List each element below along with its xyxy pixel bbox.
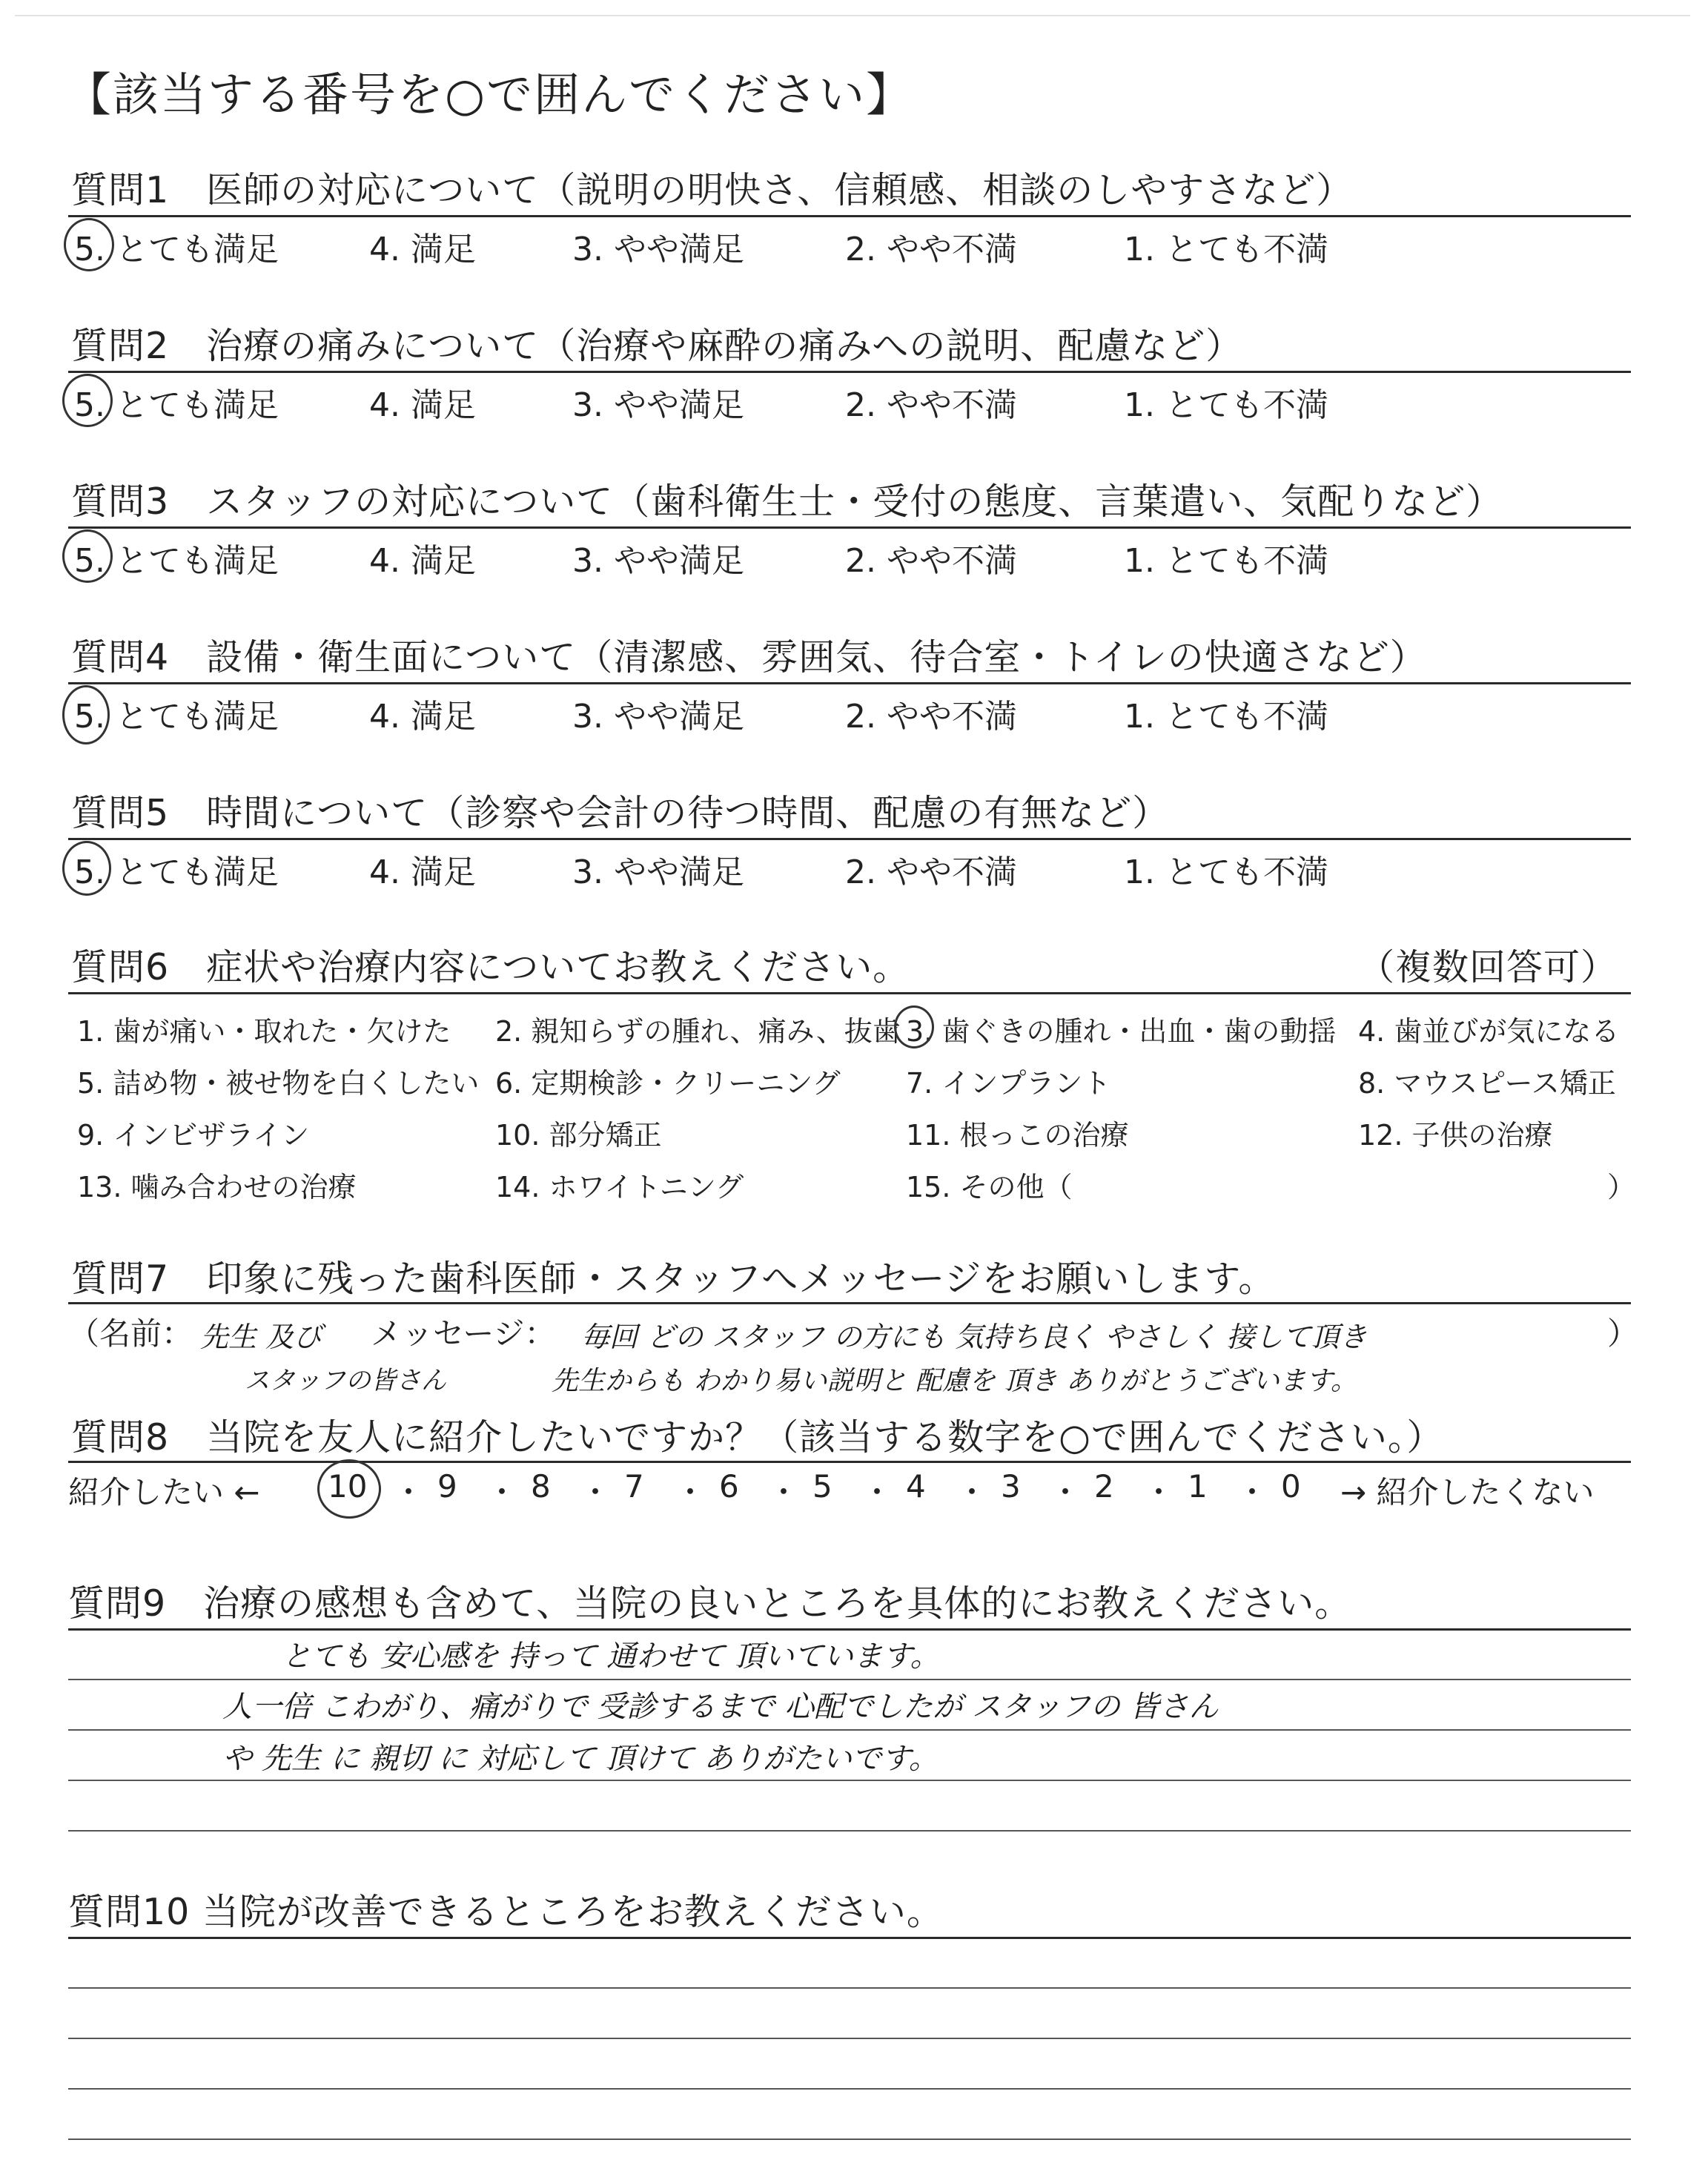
q3-title: 質問3 スタッフの対応について（歯科衛生士・受付の態度、言葉遣い、気配りなど） [71, 480, 1503, 523]
q8-number-7[interactable]: 7 [624, 1468, 644, 1505]
q10-rule [68, 1937, 1631, 1939]
q7-name-handwriting-2: スタッフの皆さん [245, 1366, 446, 1396]
q1-option-3[interactable]: 3. やや満足 [572, 231, 744, 268]
q1-option-1[interactable]: 1. とても不満 [1124, 231, 1328, 268]
q8-dot: ・ [861, 1474, 893, 1510]
q6-multiple-answer-note: （複数回答可） [1358, 946, 1618, 988]
q4-title: 質問4 設備・衛生面について（清潔感、雰囲気、待合室・トイレの快適さなど） [71, 636, 1427, 678]
q8-number-6[interactable]: 6 [719, 1468, 739, 1505]
q5-answer-circle [62, 841, 111, 896]
q5-title: 質問5 時間について（診察や会計の待つ時間、配慮の有無など） [71, 792, 1170, 834]
q4-option-3[interactable]: 3. やや満足 [572, 698, 744, 736]
q8-dot: ・ [768, 1474, 800, 1510]
q8-dot: ・ [580, 1474, 612, 1510]
q10-answer-line-4 [68, 2138, 1631, 2140]
q5-option-5[interactable]: 5. とても満足 [74, 853, 279, 891]
q4-option-1[interactable]: 1. とても不満 [1124, 698, 1328, 736]
q6-option-15[interactable]: 15. その他（ [906, 1171, 1073, 1203]
q6-option-13[interactable]: 13. 噛み合わせの治療 [77, 1171, 357, 1203]
q4-option-5[interactable]: 5. とても満足 [74, 698, 279, 736]
q3-option-4[interactable]: 4. 満足 [369, 542, 476, 580]
q8-dot: ・ [675, 1474, 706, 1510]
q7-name-handwriting-1: 先生 及び [200, 1321, 322, 1353]
q9-rule [68, 1628, 1631, 1631]
q8-dot: ・ [1050, 1474, 1082, 1510]
q6-answer-circle [894, 1005, 934, 1048]
q3-option-5[interactable]: 5. とても満足 [74, 542, 279, 580]
form-title: 【該当する番号を○で囲んでください】 [65, 67, 914, 122]
q8-dot: ・ [393, 1474, 425, 1510]
q2-title: 質問2 治療の痛みについて（治療や麻酔の痛みへの説明、配慮など） [71, 325, 1243, 367]
q8-right-label: → 紹介したくない [1340, 1474, 1595, 1510]
q6-rule [68, 992, 1631, 994]
q6-title: 質問6 症状や治療内容についてお教えください。 [71, 946, 910, 988]
q8-number-1[interactable]: 1 [1188, 1468, 1208, 1505]
q6-option-10[interactable]: 10. 部分矯正 [495, 1119, 662, 1152]
q6-option-12[interactable]: 12. 子供の治療 [1358, 1119, 1553, 1152]
q10-title: 質問10 当院が改善できるところをお教えください。 [68, 1891, 944, 1933]
q3-option-2[interactable]: 2. やや不満 [845, 542, 1017, 580]
q10-answer-line-1 [68, 1987, 1631, 1989]
q5-option-2[interactable]: 2. やや不満 [845, 853, 1017, 891]
q6-option-8[interactable]: 8. マウスピース矯正 [1358, 1067, 1616, 1100]
q6-option-6[interactable]: 6. 定期検診・クリーニング [495, 1067, 841, 1100]
q3-option-3[interactable]: 3. やや満足 [572, 542, 744, 580]
q9-answer-handwriting-1: とても 安心感を 持って 通わせて 頂いています。 [282, 1639, 940, 1674]
q8-dot: ・ [486, 1474, 518, 1510]
q2-option-2[interactable]: 2. やや不満 [845, 386, 1017, 424]
q6-option-11[interactable]: 11. 根っこの治療 [906, 1119, 1129, 1152]
q6-option-1[interactable]: 1. 歯が痛い・取れた・欠けた [77, 1015, 451, 1048]
q9-answer-line-2 [68, 1729, 1631, 1731]
q3-answer-circle [62, 529, 113, 583]
q6-option-4[interactable]: 4. 歯並びが気になる [1358, 1015, 1620, 1048]
q8-number-8[interactable]: 8 [531, 1468, 551, 1505]
q4-option-4[interactable]: 4. 満足 [369, 698, 476, 736]
q8-dot: ・ [1143, 1474, 1175, 1510]
q8-title: 質問8 当院を友人に紹介したいですか？（該当する数字を○で囲んでください。） [71, 1416, 1444, 1459]
q4-answer-circle [62, 685, 110, 744]
q9-title: 質問9 治療の感想も含めて、当院の良いところを具体的にお教えください。 [68, 1582, 1352, 1625]
q1-rule [68, 215, 1631, 217]
q3-option-1[interactable]: 1. とても不満 [1124, 542, 1328, 580]
q8-answer-circle [317, 1459, 381, 1519]
q2-option-4[interactable]: 4. 満足 [369, 386, 476, 424]
q1-option-2[interactable]: 2. やや不満 [845, 231, 1017, 268]
q6-option-3[interactable]: 3. 歯ぐきの腫れ・出血・歯の動揺 [906, 1015, 1337, 1048]
q2-option-5[interactable]: 5. とても満足 [74, 386, 279, 424]
q2-option-1[interactable]: 1. とても不満 [1124, 386, 1328, 424]
q8-rule [68, 1461, 1631, 1463]
q8-left-label: 紹介したい ← [68, 1474, 260, 1510]
q6-option-7[interactable]: 7. インプラント [906, 1067, 1111, 1100]
q3-rule [68, 526, 1631, 529]
q1-option-4[interactable]: 4. 満足 [369, 231, 476, 268]
q8-number-3[interactable]: 3 [1001, 1468, 1021, 1505]
q8-number-5[interactable]: 5 [812, 1468, 833, 1505]
scan-top-edge [15, 15, 1690, 16]
q8-number-4[interactable]: 4 [906, 1468, 926, 1505]
q4-rule [68, 682, 1631, 684]
q2-option-3[interactable]: 3. やや満足 [572, 386, 744, 424]
q10-answer-line-2 [68, 2038, 1631, 2039]
q7-message-label: メッセージ： [371, 1315, 556, 1352]
q9-answer-line-4 [68, 1830, 1631, 1832]
q8-number-9[interactable]: 9 [437, 1468, 457, 1505]
q6-option-5[interactable]: 5. 詰め物・被せ物を白くしたい [77, 1067, 480, 1100]
q1-answer-circle [64, 218, 114, 271]
q1-title: 質問1 医師の対応について（説明の明快さ、信頼感、相談のしやすさなど） [71, 169, 1354, 211]
q7-rule [68, 1302, 1631, 1304]
q10-answer-line-3 [68, 2088, 1631, 2090]
q5-option-4[interactable]: 4. 満足 [369, 853, 476, 891]
q8-number-0[interactable]: 0 [1281, 1468, 1301, 1505]
q9-answer-line-1 [68, 1679, 1631, 1680]
q7-title: 質問7 印象に残った歯科医師・スタッフへメッセージをお願いします。 [71, 1258, 1276, 1300]
q6-option-2[interactable]: 2. 親知らずの腫れ、痛み、抜歯 [495, 1015, 901, 1048]
q1-option-5[interactable]: 5. とても満足 [74, 231, 279, 268]
q6-other-close-paren: ） [1607, 1171, 1636, 1203]
q9-answer-handwriting-2: 人一倍 こわがり、痛がりで 受診するまで 心配でしたが スタッフの 皆さん [222, 1690, 1219, 1724]
q8-number-10[interactable]: 10 [328, 1468, 368, 1505]
q9-answer-handwriting-3: や 先生 に 親切 に 対応して 頂けて ありがたいです。 [222, 1742, 939, 1776]
q7-message-handwriting-2: 先生からも わかり易い説明と 配慮を 頂き ありがとうございます。 [552, 1366, 1357, 1396]
q5-option-1[interactable]: 1. とても不満 [1124, 853, 1328, 891]
q6-option-14[interactable]: 14. ホワイトニング [495, 1171, 744, 1203]
q7-close-paren: ） [1607, 1315, 1639, 1352]
q7-message-handwriting-1: 毎回 どの スタッフ の方にも 気持ち良く やさしく 接して頂き [581, 1321, 1368, 1353]
q8-dot: ・ [956, 1474, 988, 1510]
q6-option-9[interactable]: 9. インビザライン [77, 1119, 310, 1152]
q8-dot: ・ [1237, 1474, 1268, 1510]
q5-option-3[interactable]: 3. やや満足 [572, 853, 744, 891]
q2-answer-circle [62, 374, 113, 427]
q8-number-2[interactable]: 2 [1094, 1468, 1114, 1505]
q2-rule [68, 371, 1631, 373]
q5-rule [68, 838, 1631, 840]
q9-answer-line-3 [68, 1780, 1631, 1781]
q7-name-label: （名前： [68, 1315, 193, 1352]
q4-option-2[interactable]: 2. やや不満 [845, 698, 1017, 736]
